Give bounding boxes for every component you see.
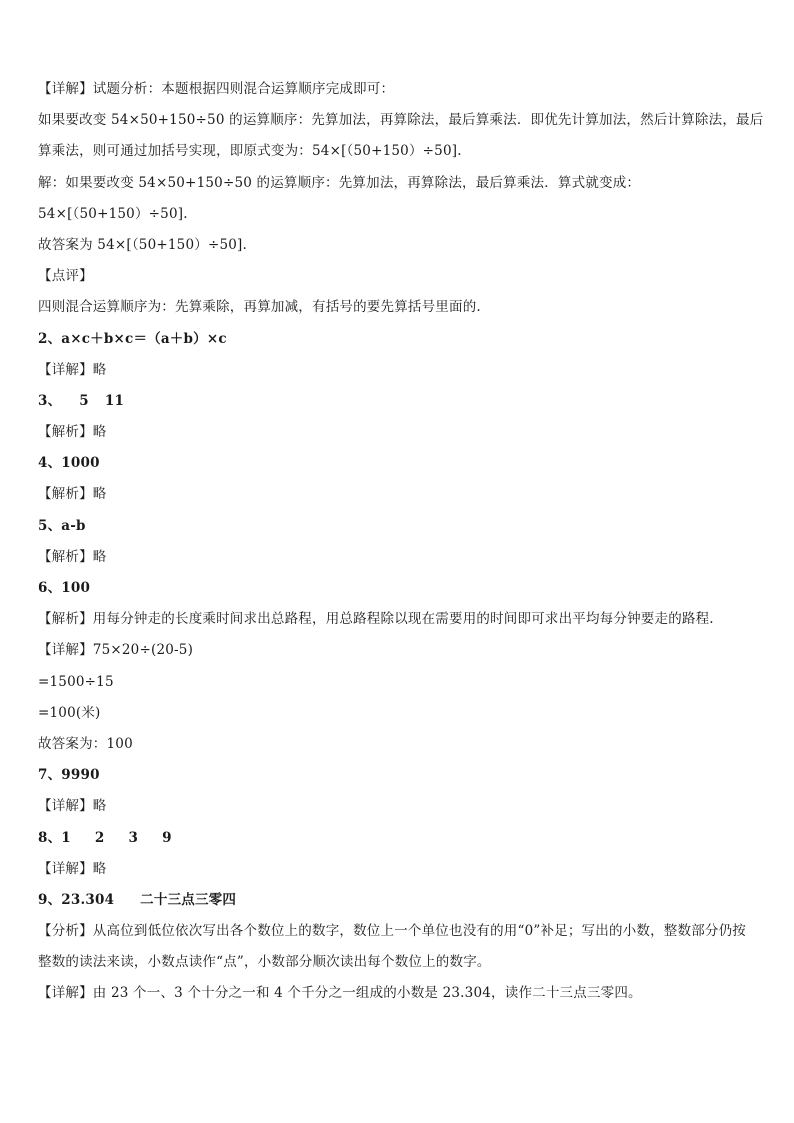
- answer-8-value-2: 2: [94, 829, 105, 846]
- comment-text: 四则混合运算顺序为：先算乘除，再算加减，有括号的要先算括号里面的.: [38, 299, 481, 316]
- solution-expression: 54×[（50+150）÷50].: [38, 205, 188, 222]
- answer-3: [38, 386, 768, 417]
- document-page: [38, 74, 768, 1010]
- analysis-line: 整数的读法来读，小数点读作“点”，小数部分顺次读出每个数位上的数字。: [38, 954, 491, 971]
- analysis-line: 【解析】略: [38, 424, 107, 441]
- detail-line: 【详解】略: [38, 361, 107, 378]
- answer-9-reading: 二十三点三零四: [140, 891, 237, 908]
- solution-line: 解：如果要改变 54×50+150÷50 的运算顺序：先算加法，再算除法，最后算乘法．算式就变成：: [38, 174, 641, 191]
- answer-5: 5、a-b: [38, 517, 86, 534]
- answer-line: 故答案为：100: [38, 735, 133, 752]
- analysis-line: 【解析】略: [38, 486, 107, 503]
- answer-4: 4、1000: [38, 455, 100, 472]
- answer-8-value-4: 9: [162, 829, 172, 846]
- answer-8-value-3: 3: [128, 829, 139, 846]
- detail-line: 【详解】75×20÷(20-5): [38, 642, 194, 659]
- answer-9: [38, 885, 768, 916]
- answer-3-label: 3、: [38, 392, 62, 409]
- detail-line: 【详解】略: [38, 798, 107, 815]
- answer-9-number: 9、23.304: [38, 891, 115, 908]
- analysis-line: 【解析】用每分钟走的长度乘时间求出总路程，用总路程除以现在需要用的时间即可求出平均每分钟要走的路程.: [38, 611, 714, 628]
- analysis-line: 【分析】从高位到低位依次写出各个数位上的数字，数位上一个单位也没有的用“0”补足；写出的小数，整数部分仍按: [38, 923, 746, 940]
- answer-2: 2、a×c＋b×c＝（a＋b）×c: [38, 330, 227, 347]
- answer-8-label: 8、1: [38, 829, 71, 846]
- answer-8: [38, 823, 768, 854]
- calc-step: =1500÷15: [38, 673, 114, 690]
- detail-line: 【详解】略: [38, 860, 107, 877]
- detail-line: 算乘法，则可通过加括号实现，即原式变为：54×[（50+150）÷50].: [38, 143, 462, 160]
- answer-3-value-2: 11: [104, 392, 125, 409]
- comment-heading: 【点评】: [38, 268, 93, 285]
- analysis-line: 【解析】略: [38, 548, 107, 565]
- answer-7: 7、9990: [38, 767, 100, 784]
- answer-6: 6、100: [38, 580, 91, 596]
- detail-line: 【详解】试题分析：本题根据四则混合运算顺序完成即可：: [38, 81, 395, 97]
- detail-line: 如果要改变 54×50+150÷50 的运算顺序：先算加法，再算除法，最后算乘法．即优先计算加法，然后计算除法，最后: [38, 112, 764, 129]
- answer-line: 故答案为 54×[（50+150）÷50].: [38, 236, 248, 253]
- answer-3-value-1: 5: [79, 392, 89, 409]
- detail-line: 【详解】由 23 个一、3 个十分之一和 4 个千分之一组成的小数是 23.304，读作二十三点三零四。: [38, 985, 642, 1002]
- calc-step: =100(米): [38, 704, 101, 721]
